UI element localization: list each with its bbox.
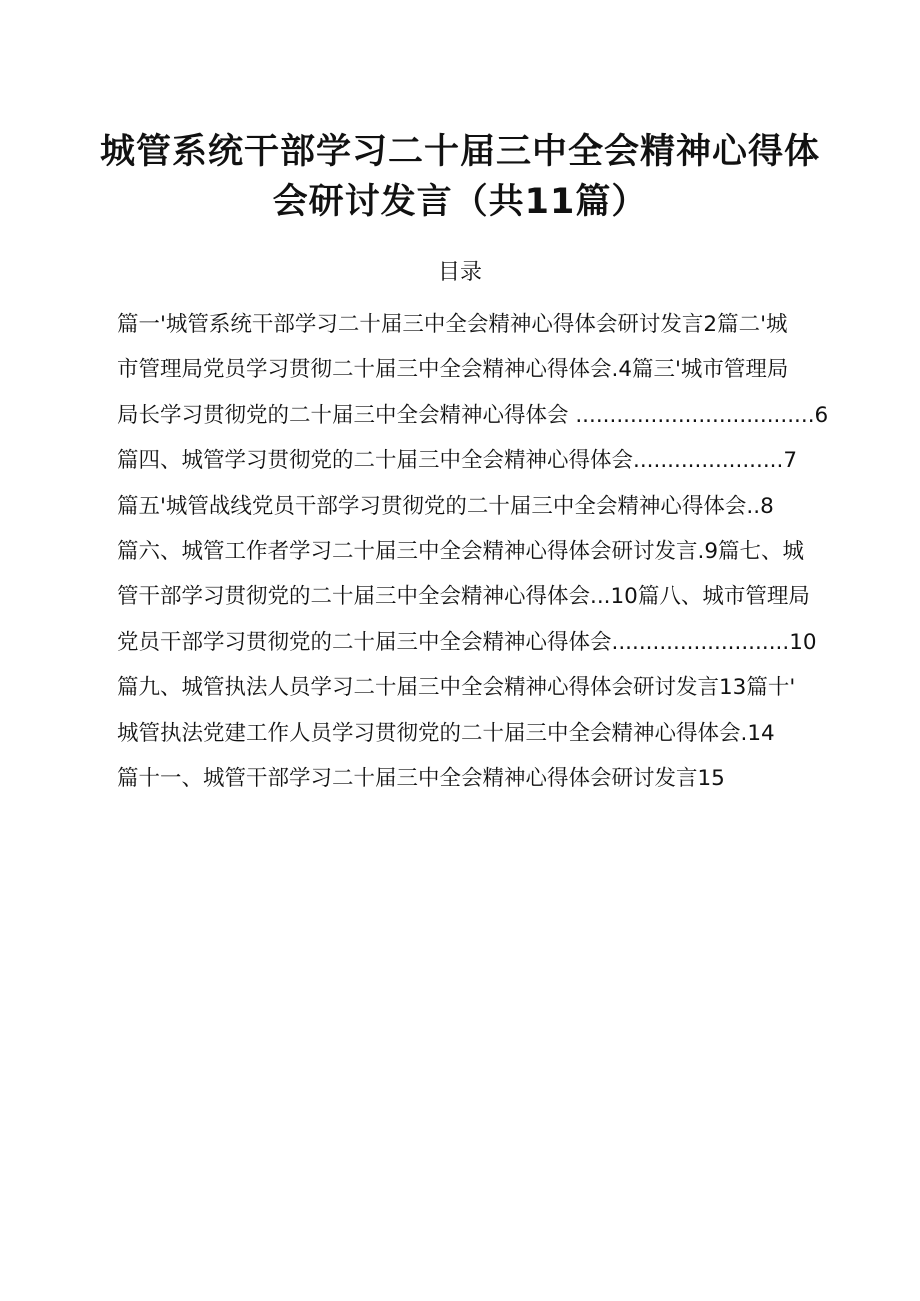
document-title-line-1: 城管系统干部学习二十届三中全会精神心得体 [99,132,820,172]
toc-line: 篇四、城管学习贯彻党的二十届三中全会精神心得体会......................7 [117,448,798,474]
table-of-contents [117,305,857,804]
toc-line: 管干部学习贯彻党的二十届三中全会精神心得体会...10篇八、城市管理局 [117,584,810,610]
document-title-line-2: 会研讨发言（共11篇） [272,182,648,222]
toc-line: 党员干部学习贯彻党的二十届三中全会精神心得体会..........................10 [117,629,817,655]
toc-line: 局长学习贯彻党的二十届三中全会精神心得体会 ...................................6 [117,402,829,428]
toc-line: 篇十一、城管干部学习二十届三中全会精神心得体会研讨发言15 [117,765,725,791]
toc-line: 篇六、城管工作者学习二十届三中全会精神心得体会研讨发言.9篇七、城 [117,538,805,564]
toc-heading: 目录 [437,260,482,285]
toc-line: 篇五'城管战线党员干部学习贯彻党的二十届三中全会精神心得体会..8 [117,493,774,519]
toc-line: 市管理局党员学习贯彻二十届三中全会精神心得体会.4篇三'城市管理局 [117,357,789,383]
toc-line: 篇一'城管系统干部学习二十届三中全会精神心得体会研讨发言2篇二'城 [117,312,788,337]
toc-line: 城管执法党建工作人员学习贯彻党的二十届三中全会精神心得体会.14 [117,720,775,746]
toc-line: 篇九、城管执法人员学习二十届三中全会精神心得体会研讨发言13篇十' [117,675,796,701]
